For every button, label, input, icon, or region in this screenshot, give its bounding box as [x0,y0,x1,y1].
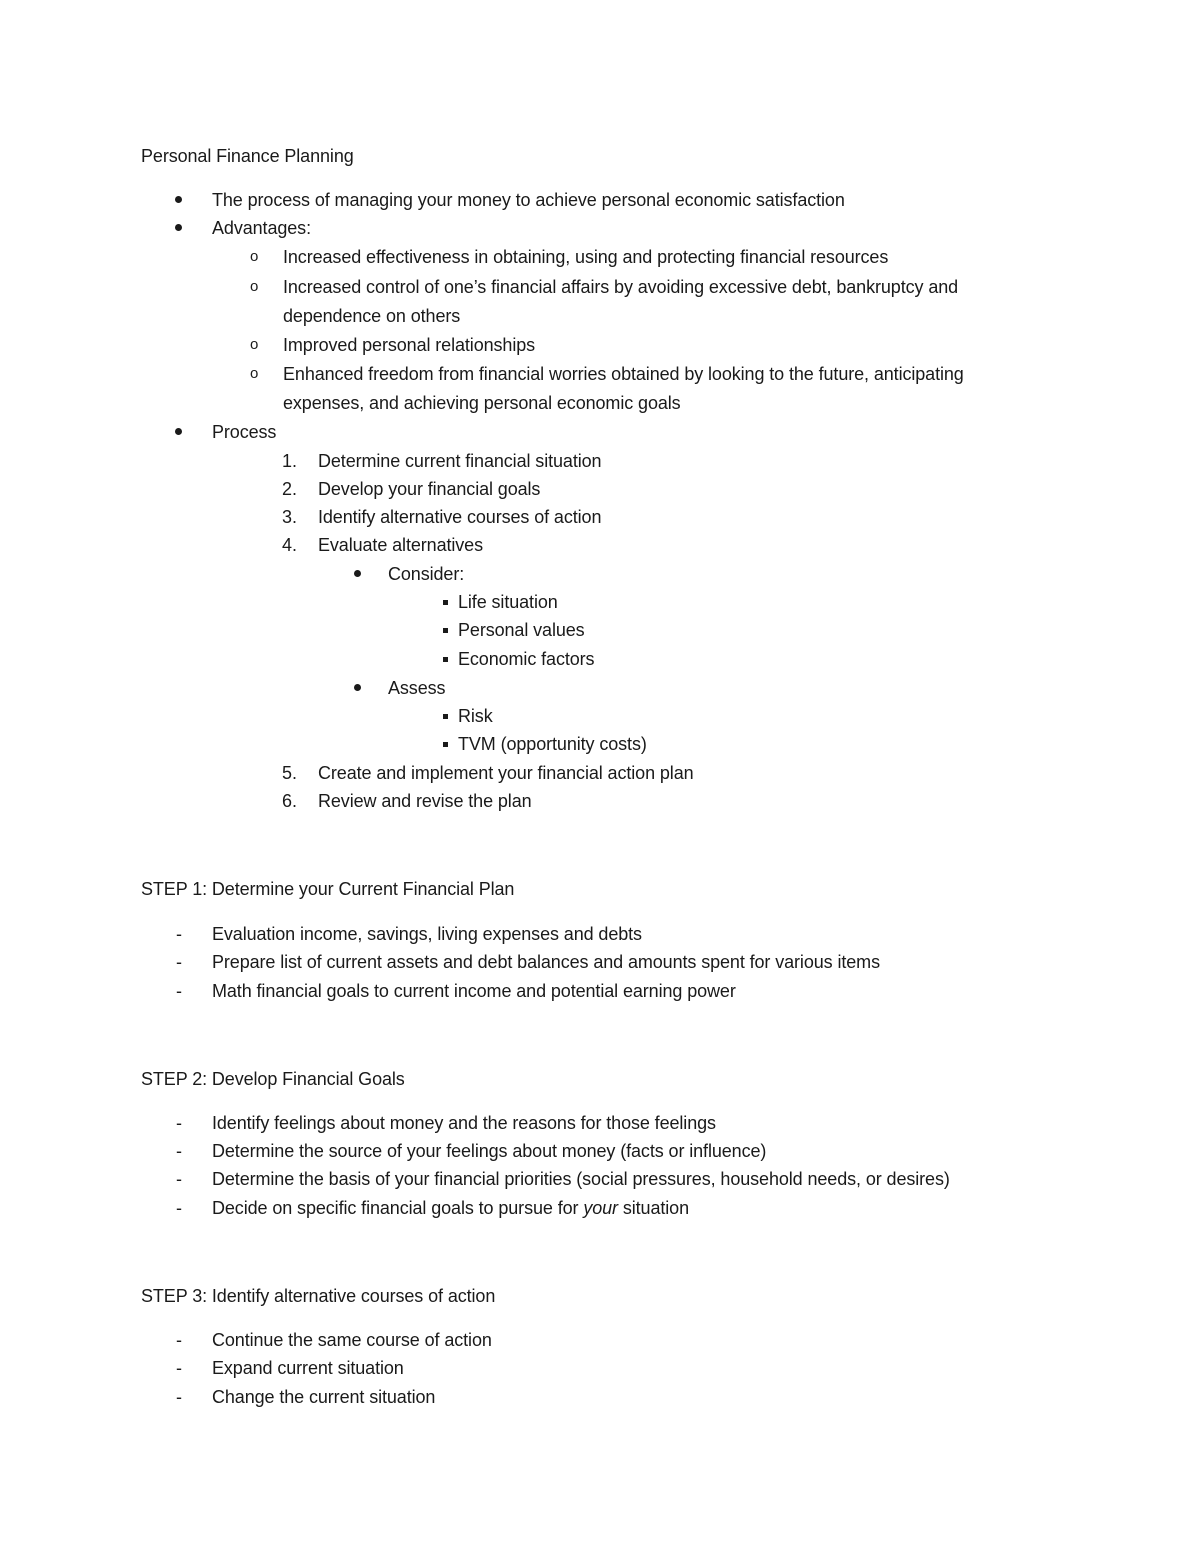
dash-marker: - [176,1141,182,1161]
step3-item: Expand current situation [212,1358,404,1378]
advantage-item: Improved personal relationships [283,335,536,355]
sub-bullet-icon: o [250,278,259,295]
step2-heading: STEP 2: Develop Financial Goals [141,1069,405,1089]
square-bullet-icon [443,714,448,719]
step3-item: Continue the same course of action [212,1330,492,1350]
sub-bullet-icon: o [250,365,259,382]
bullet-icon [175,196,182,203]
consider-item: Life situation [458,592,558,612]
process-step: Determine current financial situation [318,451,602,471]
step2-item: Determine the source of your feelings about money (facts or influence) [212,1141,767,1161]
intro-item-definition: The process of managing your money to achieve personal economic satisfaction [212,190,845,210]
bullet-icon [354,570,361,577]
advantage-item-continuation: dependence on others [283,306,461,326]
assess-item: TVM (opportunity costs) [458,734,647,754]
step2-item [212,1196,689,1220]
step2-item: Determine the basis of your financial priorities (social pressures, household needs, or desires) [212,1169,950,1189]
advantage-item: Increased control of one’s financial affairs by avoiding excessive debt, bankruptcy and [283,277,959,297]
process-step: Evaluate alternatives [318,535,483,555]
step2-item: Identify feelings about money and the reasons for those feelings [212,1113,716,1133]
assess-item: Risk [458,706,493,726]
square-bullet-icon [443,742,448,747]
square-bullet-icon [443,657,448,662]
dash-marker: - [176,952,182,972]
bullet-icon [175,428,182,435]
step-number: 3. [282,507,298,527]
dash-marker: - [176,1198,182,1218]
step3-item: Change the current situation [212,1387,436,1407]
consider-item: Personal values [458,620,585,640]
intro-item-advantages: Advantages: [212,218,311,238]
intro-item-process: Process [212,422,277,442]
sub-bullet-icon: o [250,248,259,265]
process-step: Review and revise the plan [318,791,532,811]
step2-item-text-end: situation [617,1198,689,1218]
step-number: 5. [282,763,298,783]
advantage-item: Enhanced freedom from financial worries obtained by looking to the future, anticipating [283,364,964,384]
step-number: 4. [282,535,298,555]
sub-bullet-icon: o [250,336,259,353]
step1-item: Evaluation income, savings, living expenses and debts [212,924,642,944]
bullet-icon [175,224,182,231]
consider-item: Economic factors [458,649,595,669]
dash-marker: - [176,1169,182,1189]
step3-heading: STEP 3: Identify alternative courses of action [141,1286,496,1306]
dash-marker: - [176,1387,182,1407]
process-step: Identify alternative courses of action [318,507,602,527]
dash-marker: - [176,981,182,1001]
square-bullet-icon [443,628,448,633]
dash-marker: - [176,924,182,944]
step1-heading: STEP 1: Determine your Current Financial Plan [141,879,515,899]
step-number: 1. [282,451,298,471]
dash-marker: - [176,1113,182,1133]
process-step: Develop your financial goals [318,479,541,499]
step2-item-text: Decide on specific financial goals to pursue for [212,1198,584,1218]
step-number: 2. [282,479,298,499]
evaluate-consider: Consider: [388,564,465,584]
dash-marker: - [176,1358,182,1378]
bullet-icon [354,684,361,691]
step2-item-emphasis: your [583,1198,618,1218]
document-title: Personal Finance Planning [141,146,354,166]
advantage-item: Increased effectiveness in obtaining, using and protecting financial resources [283,247,889,267]
step1-item: Prepare list of current assets and debt balances and amounts spent for various items [212,952,880,972]
evaluate-assess: Assess [388,678,446,698]
step-number: 6. [282,791,298,811]
advantage-item-continuation: expenses, and achieving personal economic goals [283,393,681,413]
square-bullet-icon [443,600,448,605]
step1-item: Math financial goals to current income and potential earning power [212,981,736,1001]
process-step: Create and implement your financial action plan [318,763,694,783]
dash-marker: - [176,1330,182,1350]
